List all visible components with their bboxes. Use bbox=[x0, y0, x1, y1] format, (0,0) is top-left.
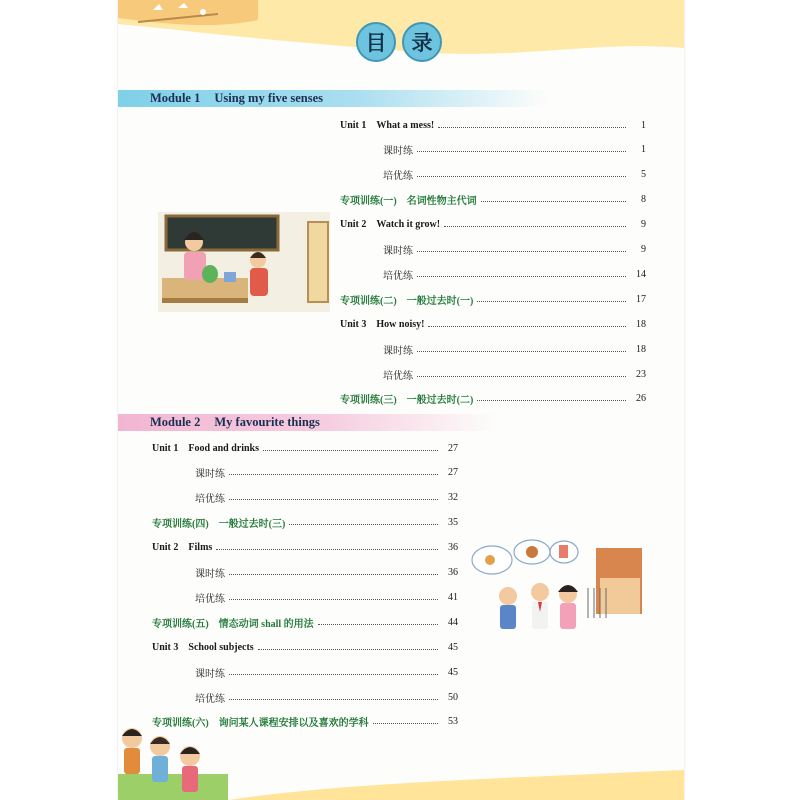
leader-dots bbox=[263, 450, 438, 451]
page-number: 41 bbox=[448, 591, 458, 603]
toc-entry-title: What a mess! bbox=[376, 119, 435, 131]
toc-entry-label bbox=[340, 120, 434, 131]
toc-entry-label bbox=[152, 642, 254, 653]
page-number: 27 bbox=[448, 442, 458, 454]
toc-special-row[interactable] bbox=[340, 192, 646, 208]
page-number: 45 bbox=[448, 641, 458, 653]
toc-sub-row[interactable] bbox=[383, 242, 646, 258]
toc-sub-row[interactable] bbox=[195, 490, 458, 506]
toc-entry-label bbox=[195, 465, 225, 480]
leader-dots bbox=[258, 649, 438, 650]
leader-dots bbox=[229, 499, 438, 500]
page-number: 26 bbox=[636, 393, 646, 405]
toc-entry-label bbox=[152, 443, 259, 454]
title-char: 录 bbox=[402, 22, 442, 62]
toc-sub-row[interactable] bbox=[383, 341, 646, 357]
toc-entry-title: How noisy! bbox=[376, 318, 425, 330]
page-number: 35 bbox=[448, 517, 458, 529]
toc-entry-title: 课时练 bbox=[383, 246, 413, 257]
module-header bbox=[118, 414, 498, 431]
page-number: 44 bbox=[448, 616, 458, 628]
leader-dots bbox=[477, 301, 626, 302]
page-number: 9 bbox=[641, 244, 646, 255]
kids-food-illustration bbox=[468, 538, 644, 634]
toc-special-row[interactable] bbox=[340, 391, 646, 407]
footer-wave-decoration bbox=[118, 740, 684, 800]
toc-unit-row[interactable] bbox=[340, 316, 646, 332]
toc-entry-label bbox=[383, 142, 413, 157]
page-number: 5 bbox=[641, 169, 646, 181]
toc-special-row[interactable] bbox=[152, 614, 458, 630]
toc-entry-number: Unit 2 bbox=[340, 219, 367, 231]
toc-unit-row[interactable] bbox=[152, 639, 458, 655]
toc-sub-row[interactable] bbox=[383, 167, 646, 183]
leader-dots bbox=[417, 276, 626, 277]
toc-entry-label bbox=[195, 565, 225, 580]
leader-dots bbox=[229, 674, 438, 675]
toc-sub-row[interactable] bbox=[195, 664, 458, 680]
leader-dots bbox=[417, 251, 626, 252]
toc-entry-title: 课时练 bbox=[195, 469, 225, 481]
toc-entry-number: 专项训练(三) bbox=[340, 395, 397, 407]
toc-entry-label bbox=[152, 515, 285, 530]
toc-entry-label bbox=[383, 242, 413, 257]
page-number: 23 bbox=[636, 368, 646, 380]
page-title bbox=[340, 22, 458, 62]
toc-entry-number: 专项训练(五) bbox=[152, 618, 209, 630]
leader-dots bbox=[318, 624, 438, 625]
toc-entry-label bbox=[383, 367, 413, 382]
leader-dots bbox=[477, 400, 626, 401]
toc-entry-title: 一般过去时(三) bbox=[218, 519, 286, 531]
toc-entry-label bbox=[340, 219, 440, 230]
toc-sub-row[interactable] bbox=[195, 689, 458, 705]
leader-dots bbox=[229, 574, 438, 575]
toc-entry-label bbox=[152, 542, 212, 553]
page-number: 17 bbox=[636, 293, 646, 305]
page-number: 18 bbox=[636, 343, 646, 355]
module-label: Module 2 bbox=[150, 415, 201, 429]
page-number: 1 bbox=[641, 119, 646, 131]
toc-entry-number: 专项训练(六) bbox=[152, 718, 209, 730]
toc-entry-title: 课时练 bbox=[383, 146, 413, 158]
leader-dots bbox=[417, 376, 626, 377]
toc-entry-number: Unit 3 bbox=[152, 641, 179, 653]
toc-entry-number: Unit 1 bbox=[340, 119, 367, 131]
toc-special-row[interactable] bbox=[152, 515, 458, 531]
thought-bubbles bbox=[472, 540, 578, 574]
page-number: 53 bbox=[448, 716, 458, 728]
toc-entry-title: Watch it grow! bbox=[376, 219, 441, 231]
leader-dots bbox=[444, 226, 626, 227]
toc-entry-number: 专项训练(二) bbox=[340, 295, 397, 307]
toc-entry-label bbox=[195, 665, 225, 680]
page-number: 9 bbox=[641, 219, 646, 231]
toc-entry-title: School subjects bbox=[188, 641, 254, 653]
toc-entry-label bbox=[383, 342, 413, 357]
toc-entry-label bbox=[340, 192, 477, 207]
module-header bbox=[118, 90, 548, 107]
toc-entry-title: 培优练 bbox=[383, 370, 413, 382]
toc-page bbox=[118, 0, 684, 800]
page-number: 1 bbox=[641, 144, 646, 156]
toc-sub-row[interactable] bbox=[383, 142, 646, 158]
toc-unit-row[interactable] bbox=[152, 440, 458, 456]
toc-entry-title: 一般过去时(一) bbox=[406, 295, 474, 307]
page-number: 27 bbox=[448, 467, 458, 479]
toc-entry-title: 培优练 bbox=[195, 593, 225, 605]
page-number: 18 bbox=[636, 318, 646, 330]
leader-dots bbox=[417, 351, 626, 352]
leader-dots bbox=[373, 723, 438, 724]
toc-entry-label bbox=[383, 267, 413, 282]
page-number: 50 bbox=[448, 691, 458, 703]
toc-entry-title: 课时练 bbox=[195, 668, 225, 680]
toc-entry-title: 培优练 bbox=[195, 494, 225, 506]
toc-unit-row[interactable] bbox=[152, 540, 458, 556]
leader-dots bbox=[481, 201, 626, 202]
toc-entry-number: Unit 1 bbox=[152, 442, 179, 454]
leader-dots bbox=[428, 326, 626, 327]
toc-entry-number: 专项训练(四) bbox=[152, 519, 209, 531]
toc-entry-label bbox=[340, 319, 424, 330]
toc-sub-row[interactable] bbox=[383, 266, 646, 282]
leader-dots bbox=[289, 524, 438, 525]
toc-sub-row[interactable] bbox=[195, 465, 458, 481]
toc-entry-label bbox=[152, 615, 314, 630]
module-label: Module 1 bbox=[150, 91, 201, 105]
title-char: 目 bbox=[356, 22, 396, 62]
toc-entry-title: 培优练 bbox=[195, 693, 225, 705]
leader-dots bbox=[417, 176, 626, 177]
toc-entry-label bbox=[195, 690, 225, 705]
page-number: 8 bbox=[641, 194, 646, 206]
toc-entry-title: Films bbox=[188, 542, 213, 554]
toc-entry-label bbox=[340, 391, 473, 406]
module-title: Using my five senses bbox=[214, 91, 324, 105]
page-number: 36 bbox=[448, 542, 458, 554]
toc-entry-title: 课时练 bbox=[195, 569, 225, 580]
toc-special-row[interactable] bbox=[340, 291, 646, 307]
toc-sub-row[interactable] bbox=[195, 589, 458, 605]
toc-entry-number: 专项训练(一) bbox=[340, 196, 397, 208]
toc-entry-title: 培优练 bbox=[383, 171, 413, 183]
toc-entry-label bbox=[195, 590, 225, 605]
page-number: 14 bbox=[636, 268, 646, 280]
toc-entry-title: 询问某人课程安排以及喜欢的学科 bbox=[218, 718, 369, 730]
toc-unit-row[interactable] bbox=[340, 117, 646, 133]
leader-dots bbox=[216, 549, 438, 550]
module-title: My favourite things bbox=[214, 415, 320, 429]
toc-entry-number: Unit 3 bbox=[340, 318, 367, 330]
page-number: 32 bbox=[448, 492, 458, 504]
leader-dots bbox=[229, 599, 438, 600]
toc-entry-title: 情态动词 shall 的用法 bbox=[218, 618, 314, 630]
toc-entry-title: 一般过去时(二) bbox=[406, 395, 474, 407]
toc-entry-title: 名词性物主代词 bbox=[406, 196, 477, 208]
toc-entry-label bbox=[340, 292, 473, 307]
toc-sub-row[interactable] bbox=[195, 565, 458, 581]
leader-dots bbox=[229, 699, 438, 700]
toc-entry-label bbox=[383, 167, 413, 182]
leader-dots bbox=[438, 127, 626, 128]
toc-entry-title: 培优练 bbox=[383, 270, 413, 282]
toc-entry-label bbox=[195, 490, 225, 505]
page-number: 45 bbox=[448, 666, 458, 678]
leader-dots bbox=[417, 151, 626, 152]
classroom-illustration bbox=[158, 212, 330, 312]
toc-sub-row[interactable] bbox=[383, 366, 646, 382]
toc-entry-title: Food and drinks bbox=[188, 442, 259, 454]
toc-entry-title: 课时练 bbox=[383, 345, 413, 357]
toc-entry-number: Unit 2 bbox=[152, 542, 179, 554]
page-number: 36 bbox=[448, 567, 458, 578]
toc-unit-row[interactable] bbox=[340, 217, 646, 233]
leader-dots bbox=[229, 474, 438, 475]
